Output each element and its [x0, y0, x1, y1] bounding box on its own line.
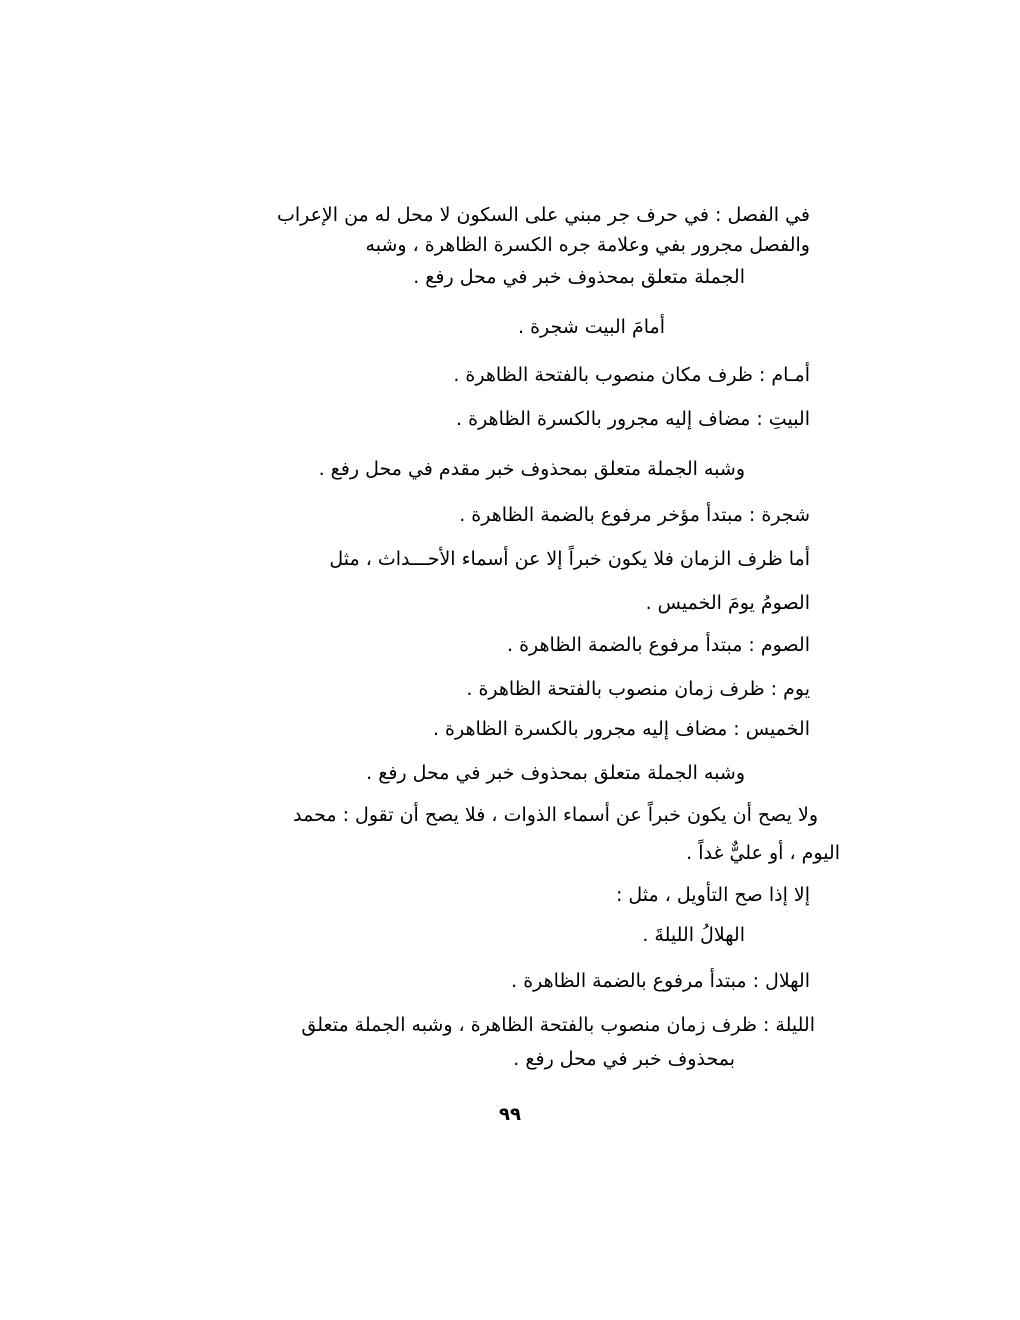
text-line: البيتِ : مضاف إليه مجرور بالكسرة الظاهرة .: [456, 408, 810, 430]
text-line: الصومُ يومَ الخميس .: [645, 592, 810, 614]
text-line: والفصل مجرور بفي وعلامة جره الكسرة الظاهرة ، وشبه: [365, 234, 810, 256]
text-line: الهلالُ الليلةَ .: [642, 924, 745, 946]
text-line: اليوم ، أو عليٌّ غداً .: [686, 842, 840, 864]
text-line: ولا يصح أن يكون خبراً عن أسماء الذوات ، فلا يصح أن تقول : محمد: [293, 804, 818, 826]
text-line: أما ظرف الزمان فلا يكون خبراً إلا عن أسماء الأحـــداث ، مثل: [329, 548, 810, 570]
text-line: الهلال : مبتدأ مرفوع بالضمة الظاهرة .: [511, 970, 810, 992]
text-line: إلا إذا صح التأويل ، مثل :: [615, 884, 810, 906]
text-line: شجرة : مبتدأ مؤخر مرفوع بالضمة الظاهرة .: [459, 504, 810, 526]
text-line: الليلة : ظرف زمان منصوب بالفتحة الظاهرة ، وشبه الجملة متعلق: [301, 1014, 815, 1036]
text-line: الصوم : مبتدأ مرفوع بالضمة الظاهرة .: [506, 634, 810, 656]
text-line: وشبه الجملة متعلق بمحذوف خبر مقدم في محل رفع .: [318, 458, 745, 480]
text-line: بمحذوف خبر في محل رفع .: [513, 1048, 735, 1070]
text-line: وشبه الجملة متعلق بمحذوف خبر في محل رفع .: [366, 762, 745, 784]
text-line: الخميس : مضاف إليه مجرور بالكسرة الظاهرة .: [432, 718, 810, 740]
text-line: أمـام : ظرف مكان منصوب بالفتحة الظاهرة .: [453, 364, 810, 386]
text-line: أمامَ البيت شجرة .: [518, 316, 665, 338]
page-number: ٩٩: [499, 1104, 521, 1125]
text-line: يوم : ظرف زمان منصوب بالفتحة الظاهرة .: [466, 678, 810, 700]
text-line: الجملة متعلق بمحذوف خبر في محل رفع .: [413, 266, 745, 288]
text-line: في الفصل : في حرف جر مبني على السكون لا محل له من الإعراب: [276, 204, 810, 226]
